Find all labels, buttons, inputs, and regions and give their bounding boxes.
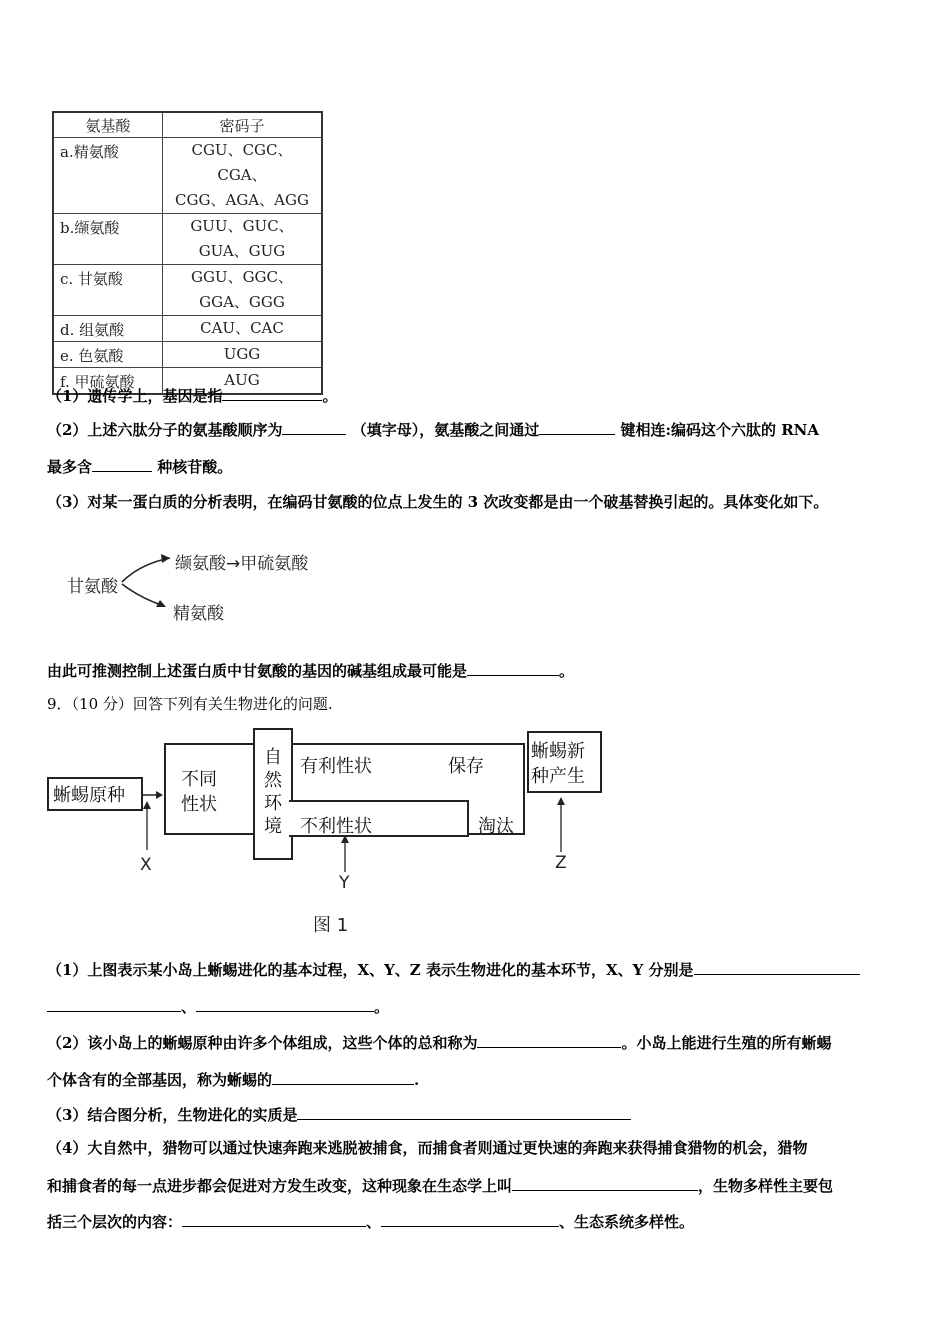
mutation-source: 甘氨酸 <box>67 577 118 597</box>
codon-line: CGG、AGA、AGG <box>175 191 309 209</box>
answer-blank[interactable] <box>272 1069 414 1085</box>
new-species-label-2: 种产生 <box>531 766 585 787</box>
q9-part2 <box>47 1032 831 1053</box>
q9-part1-text: （1）上图表示某小岛上蜥蜴进化的基本过程，X、Y、Z 表示生物进化的基本环节，X、Y 分别是 <box>47 961 694 979</box>
q8-part4-end: 。 <box>559 662 575 680</box>
q9-part4 <box>47 1138 807 1158</box>
q9-part2-text-a: （2）该小岛上的蜥蜴原种由许多个体组成，这些个体的总和称为 <box>47 1034 478 1052</box>
codon-line: AUG <box>224 371 260 389</box>
x-label: X <box>140 855 152 875</box>
original-species-label: 蜥蜴原种 <box>53 785 125 806</box>
q9-part1-cont <box>47 996 389 1017</box>
answer-blank[interactable] <box>512 1175 698 1191</box>
answer-blank[interactable] <box>477 1032 621 1048</box>
q8-part4 <box>47 660 574 681</box>
table-row <box>53 316 322 342</box>
q8-part2-text-a: （2）上述六肽分子的氨基酸顺序为 <box>47 421 283 439</box>
codon-cell <box>163 138 323 214</box>
q8-part3-text: （3）对某一蛋白质的分析表明，在编码甘氨酸的位点上发生的 3 次改变都是由一个破基替换引起的。具体变化如下。 <box>47 493 829 511</box>
codon-line: GUU、GUC、 <box>190 217 294 235</box>
q8-part3 <box>47 492 828 512</box>
eliminate-label: 淘汰 <box>478 816 514 837</box>
answer-blank[interactable] <box>92 456 152 472</box>
answer-blank[interactable] <box>467 660 559 676</box>
q8-part2-text-b: （填字母），氨基酸之间通过 <box>351 421 540 439</box>
amino-acid-cell: e. 色氨酸 <box>53 342 163 368</box>
arrow-to-arginine <box>122 584 164 606</box>
answer-blank[interactable] <box>47 996 181 1012</box>
answer-blank[interactable] <box>381 1211 559 1227</box>
q8-part1-text: （1）遗传学上，基因是指 <box>47 387 223 405</box>
table-row <box>53 265 322 316</box>
q9-part4-sep: 、 <box>366 1213 382 1231</box>
codon-line: UGG <box>223 345 261 363</box>
answer-blank[interactable] <box>539 419 615 435</box>
mutation-lower: 精氨酸 <box>173 604 224 624</box>
answer-blank[interactable] <box>222 385 322 401</box>
q9-part1-sep: 、 <box>181 998 197 1016</box>
q8-part1 <box>47 385 337 406</box>
codon-line: GUA、GUG <box>198 242 286 260</box>
q9-part1 <box>47 959 860 980</box>
mutation-upper <box>175 549 308 574</box>
amino-acid-cell: c. 甘氨酸 <box>53 265 163 316</box>
z-label: Z <box>555 853 567 873</box>
environment-char: 自 <box>264 747 282 768</box>
new-species-label-1: 蜥蜴新 <box>531 741 585 762</box>
q9-part2-end: . <box>414 1071 420 1089</box>
codon-line: CAU、CAC <box>200 319 284 337</box>
table-header-codon: 密码子 <box>163 112 323 138</box>
q9-heading: 9．（10 分）回答下列有关生物进化的问题. <box>47 695 333 713</box>
arrowhead-valine <box>161 554 170 563</box>
favorable-label: 有利性状 <box>300 756 372 777</box>
q9-part3 <box>47 1104 631 1125</box>
codon-line: GGA、GGG <box>199 293 285 311</box>
environment-char: 境 <box>264 816 282 837</box>
q9-part4-text-d: 括三个层次的内容： <box>47 1213 183 1231</box>
amino-acid-cell: b.缬氨酸 <box>53 214 163 265</box>
codon-cell <box>163 214 323 265</box>
mutation-upper-target: 甲硫氨酸 <box>240 554 309 574</box>
q9-part2-text-c: 个体含有的全部基因，称为蜥蜴的 <box>47 1071 273 1089</box>
codon-line: GGU、GGC、 <box>190 268 294 286</box>
q9-part4-end: 、生态系统多样性。 <box>559 1213 695 1231</box>
q9-part1-end: 。 <box>374 998 390 1016</box>
amino-acid-cell: a.精氨酸 <box>53 138 163 214</box>
q9-part4-text-b: 和捕食者的每一点进步都会促进对方发生改变，这种现象在生态学上叫 <box>47 1177 513 1195</box>
environment-label <box>262 746 284 838</box>
environment-char: 环 <box>264 793 282 814</box>
table-header-amino: 氨基酸 <box>53 112 163 138</box>
mutation-upper-label: 缬氨酸 <box>175 554 226 574</box>
q8-part2-text-c: 键相连:编码这个六肽的 RNA <box>620 421 820 439</box>
y-label: Y <box>339 873 350 893</box>
amino-acid-cell: d. 组氨酸 <box>53 316 163 342</box>
q8-part2-text-d: 最多含 <box>47 458 93 476</box>
q8-part2-text-e: 种核苷酸。 <box>157 458 233 476</box>
q9-part4-cont <box>47 1175 833 1196</box>
answer-blank[interactable] <box>182 1211 366 1227</box>
codon-line: CGU、CGC、CGA、 <box>191 141 293 184</box>
q8-part4-text: 由此可推测控制上述蛋白质中甘氨酸的基因的碱基组成最可能是 <box>47 662 468 680</box>
codon-cell <box>163 316 323 342</box>
table-row <box>53 342 322 368</box>
table-header-row <box>53 112 322 138</box>
codon-cell <box>163 265 323 316</box>
table-row <box>53 138 322 214</box>
q9-part4-text-a: （4）大自然中，猎物可以通过快速奔跑来逃脱被捕食，而捕食者则通过更快速的奔跑来获得捕食猎物的机会，猎物 <box>47 1139 808 1157</box>
amino-acid-cell: f. 甲硫氨酸 <box>53 368 163 395</box>
environment-char: 然 <box>264 770 282 791</box>
answer-blank[interactable] <box>196 996 374 1012</box>
q9-part2-text-b: 。小岛上能进行生殖的所有蜥蜴 <box>621 1034 832 1052</box>
q8-part2-cont <box>47 456 232 477</box>
keep-label: 保存 <box>448 756 484 777</box>
q9-part2-cont <box>47 1069 419 1090</box>
table-row <box>53 214 322 265</box>
q9-part4-text-c: ，生物多样性主要包 <box>698 1177 834 1195</box>
q8-part2 <box>47 419 819 440</box>
codon-cell <box>163 342 323 368</box>
traits-label-1: 不同 <box>181 769 217 790</box>
answer-blank[interactable] <box>694 959 860 975</box>
mutation-upper-arrow: → <box>226 554 241 574</box>
q9-part4-cont2 <box>47 1211 694 1232</box>
codon-table <box>52 111 323 395</box>
answer-blank[interactable] <box>282 419 346 435</box>
q8-part1-end: 。 <box>322 387 338 405</box>
traits-label-2: 性状 <box>181 794 217 815</box>
answer-blank[interactable] <box>297 1104 631 1120</box>
unfavorable-label: 不利性状 <box>300 816 372 837</box>
q9-part3-text: （3）结合图分析，生物进化的实质是 <box>47 1106 298 1124</box>
figure-caption: 图 1 <box>313 915 349 936</box>
